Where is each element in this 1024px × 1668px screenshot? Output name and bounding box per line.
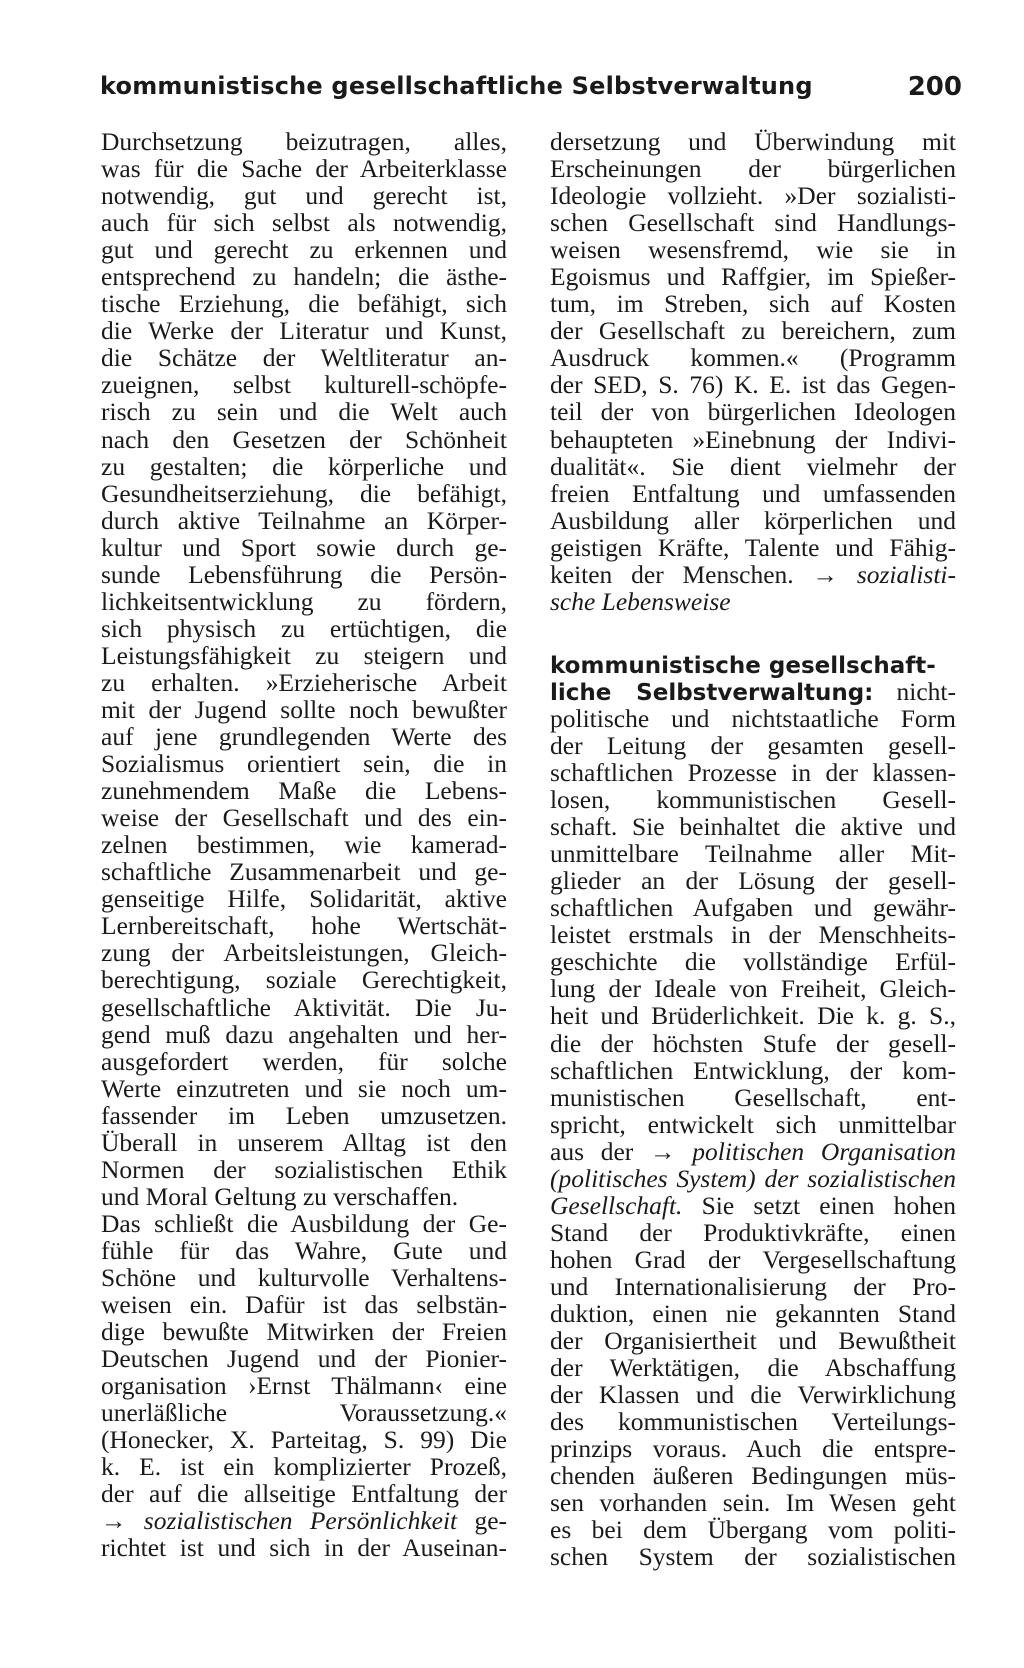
text-line: Ideologie vollzieht. »Der sozialisti- (550, 181, 956, 211)
text-line: zelnen bestimmen, wie kamerad- (101, 830, 507, 860)
text-line: der auf die allseitige Entfaltung der (101, 1479, 507, 1509)
text-line: glieder an der Lösung der gesell- (550, 866, 956, 896)
page-header (100, 72, 962, 108)
entry-headword: liche Selbstverwaltung: (550, 679, 874, 706)
text-line: dersetzung und Überwindung mit (550, 127, 956, 156)
text-line: durch aktive Teilnahme an Körper- (101, 505, 507, 535)
text-line: und Moral Geltung zu verschaffen. (101, 1181, 459, 1211)
italic-text: sche Lebensweise (550, 586, 731, 616)
text-line: schaftlichen Aufgaben und gewähr- (550, 893, 956, 923)
cross-reference: → sozialistischen Persönlichkeit (101, 1506, 458, 1536)
text-line: organisation ›Ernst Thälmann‹ eine (101, 1371, 507, 1401)
text-line: sen vorhanden sein. Im Wesen geht (550, 1488, 956, 1518)
text-line: gut und gerecht zu erkennen und (101, 235, 507, 265)
italic-text: (politisches System) der sozialistischen (550, 1163, 956, 1193)
text-line: zung der Arbeitsleistungen, Gleich- (101, 938, 507, 968)
text-line (550, 588, 956, 615)
running-head: kommunistische gesellschaftliche Selbstverwaltung (100, 72, 813, 100)
text-line: Ausbildung aller körperlichen und (550, 505, 956, 535)
text-line: mit der Jugend sollte noch bewußter (101, 694, 507, 724)
text-line: Deutschen Jugend und der Pionier- (101, 1344, 507, 1374)
text-line: (Honecker, X. Parteitag, S. 99) Die (101, 1425, 507, 1455)
text-line: keiten der Menschen. → sozialisti- (550, 559, 957, 589)
text-line: unmittelbare Teilnahme aller Mit- (550, 839, 956, 869)
text-line: schaftlichen Prozesse in der klassen- (550, 758, 956, 788)
text-line (550, 1165, 956, 1192)
text-line: leistet erstmals in der Menschheits- (550, 920, 956, 950)
text-line: prinzips voraus. Auch die entspre- (550, 1434, 956, 1464)
text-line: freien Entfaltung und umfassenden (550, 478, 956, 508)
text-line: entsprechend zu handeln; die ästhe- (101, 262, 507, 292)
entry-headword: kommunistische gesellschaft- (550, 652, 936, 679)
text-line: schen Gesellschaft sind Handlungs- (550, 208, 956, 238)
text-line: Werte einzutreten und sie noch um- (101, 1073, 507, 1103)
text-line: weisen wesensfremd, wie sie in (550, 235, 956, 265)
text-line: Ausdruck kommen.« (Programm (550, 343, 956, 373)
text-line: die Schätze der Weltliteratur an- (101, 343, 507, 373)
text-line: dualität«. Sie dient vielmehr der (550, 451, 956, 481)
text-line: sich physisch zu ertüchtigen, die (101, 613, 507, 643)
cross-reference: → sozialisti- (812, 559, 957, 589)
text-line: Leistungsfähigkeit zu steigern und (101, 640, 507, 670)
text-line: dige bewußte Mitwirken der Freien (101, 1317, 507, 1347)
text-line: was für die Sache der Arbeiterklasse (101, 154, 507, 184)
text-line: nach den Gesetzen der Schönheit (101, 424, 507, 454)
entry-continuation (550, 128, 956, 615)
text-line: genseitige Hilfe, Solidarität, aktive (101, 884, 507, 914)
text-line: duktion, einen nie gekannten Stand (550, 1298, 956, 1328)
text-line: ausgefordert werden, für solche (101, 1046, 507, 1076)
text-line: es bei dem Übergang vom politi- (550, 1515, 956, 1545)
text-line: heit und Brüderlichkeit. Die k. g. S., (550, 1001, 956, 1031)
text-line: Egoismus und Raffgier, im Spießer- (550, 262, 956, 292)
text-line: lung der Ideale von Freiheit, Gleich- (550, 974, 956, 1004)
text-line: sunde Lebensführung die Persön- (101, 559, 507, 589)
text-line: liche Selbstverwaltung: nicht- (550, 676, 956, 706)
text-line: der Organisiertheit und Bewußtheit (550, 1326, 956, 1356)
text-line: Das schließt die Ausbildung der Ge- (101, 1208, 507, 1238)
text-line: zu erhalten. »Erzieherische Arbeit (101, 667, 507, 697)
text-line: geistigen Kräfte, Talente und Fähig- (550, 532, 956, 562)
text-line: Stand der Produktivkräfte, einen (550, 1217, 956, 1247)
text-line: des kommunistischen Verteilungs- (550, 1407, 956, 1437)
text-line: schen System der sozialistischen (550, 1542, 956, 1572)
text-line: behaupteten »Einebnung der Indivi- (550, 424, 956, 454)
text-line: schaftlichen Entwicklung, der kom- (550, 1055, 956, 1085)
text-line: Gesundheitserziehung, die befähigt, (101, 478, 507, 508)
cross-reference: → politischen Organisation (650, 1136, 956, 1166)
text-line: munistischen Gesellschaft, ent- (550, 1082, 956, 1112)
text-line: Sozialismus orientiert sein, die in (101, 749, 507, 779)
text-line: die Werke der Literatur und Kunst, (101, 316, 507, 346)
text-line: berechtigung, soziale Gerechtigkeit, (101, 965, 507, 995)
text-line: zueignen, selbst kulturell-schöpfe- (101, 370, 507, 400)
text-line: risch zu sein und die Welt auch (101, 397, 507, 427)
text-line: unerläßliche Voraussetzung.« (101, 1398, 507, 1428)
text-line: lichkeitsentwicklung zu fördern, (101, 586, 507, 616)
text-line: auf jene grundlegenden Werte des (101, 722, 507, 752)
text-line: Schöne und kulturvolle Verhaltens- (101, 1262, 507, 1292)
cross-reference: Gesellschaft. (550, 1190, 683, 1220)
text-line: → sozialistischen Persönlichkeit ge- (101, 1506, 507, 1536)
text-line: tum, im Streben, sich auf Kosten (550, 289, 956, 319)
text-line: Überall in unserem Alltag ist den (101, 1127, 507, 1157)
text-line: kultur und Sport sowie durch ge- (101, 532, 507, 562)
text-line: fassender im Leben umzusetzen. (101, 1100, 507, 1130)
entry-kommunistische-gesellschaftliche-selbstverwaltung (550, 651, 956, 1571)
page-number: 200 (907, 72, 962, 102)
text-line: Gesellschaft. Sie setzt einen hohen (550, 1190, 956, 1220)
text-line: richtet ist und sich in der Auseinan- (101, 1533, 507, 1563)
entry-separator (550, 615, 956, 651)
text-line: weisen ein. Dafür ist das selbstän- (101, 1290, 507, 1320)
text-line: der Klassen und die Verwirklichung (550, 1380, 956, 1410)
left-column (101, 128, 507, 1561)
text-line: der Leitung der gesamten gesell- (550, 730, 956, 760)
text-line: schaft. Sie beinhaltet die aktive und (550, 812, 956, 842)
text-line: chenden äußeren Bedingungen müs- (550, 1461, 956, 1491)
text-line: tische Erziehung, die befähigt, sich (101, 289, 507, 319)
text-line: gesellschaftliche Aktivität. Die Ju- (101, 992, 507, 1022)
right-column (550, 128, 956, 1570)
text-line: auch für sich selbst als notwendig, (101, 208, 507, 238)
text-line: der Gesellschaft zu bereichern, zum (550, 316, 956, 346)
text-line: und Internationalisierung der Pro- (550, 1271, 956, 1301)
text-line: weise der Gesellschaft und des ein- (101, 803, 507, 833)
text-line: losen, kommunistischen Gesell- (550, 785, 956, 815)
text-line: der SED, S. 76) K. E. ist das Gegen- (550, 370, 956, 400)
text-line: spricht, entwickelt sich unmittelbar (550, 1109, 956, 1139)
text-line: Durchsetzung beizutragen, alles, (101, 127, 507, 156)
text-line: der Werktätigen, die Abschaffung (550, 1353, 956, 1383)
text-line: Erscheinungen der bürgerlichen (550, 154, 956, 184)
text-line: geschichte die vollständige Erfül- (550, 947, 956, 977)
text-line: politische und nichtstaatliche Form (550, 703, 956, 733)
text-line: die der höchsten Stufe der gesell- (550, 1028, 956, 1058)
text-line: fühle für das Wahre, Gute und (101, 1235, 507, 1265)
text-line: gend muß dazu angehalten und her- (101, 1019, 507, 1049)
text-line: zunehmendem Maße die Lebens- (101, 776, 507, 806)
text-line (550, 651, 956, 678)
text-line: notwendig, gut und gerecht ist, (101, 181, 507, 211)
text-line: k. E. ist ein komplizierter Prozeß, (101, 1452, 507, 1482)
text-line: zu gestalten; die körperliche und (101, 451, 507, 481)
text-line: Lernbereitschaft, hohe Wertschät- (101, 911, 507, 941)
text-line: teil der von bürgerlichen Ideologen (550, 397, 956, 427)
text-line: aus der → politischen Organisation (550, 1136, 956, 1166)
text-line: schaftliche Zusammenarbeit und ge- (101, 857, 507, 887)
text-line: Normen der sozialistischen Ethik (101, 1154, 507, 1184)
text-line: hohen Grad der Vergesellschaftung (550, 1244, 956, 1274)
